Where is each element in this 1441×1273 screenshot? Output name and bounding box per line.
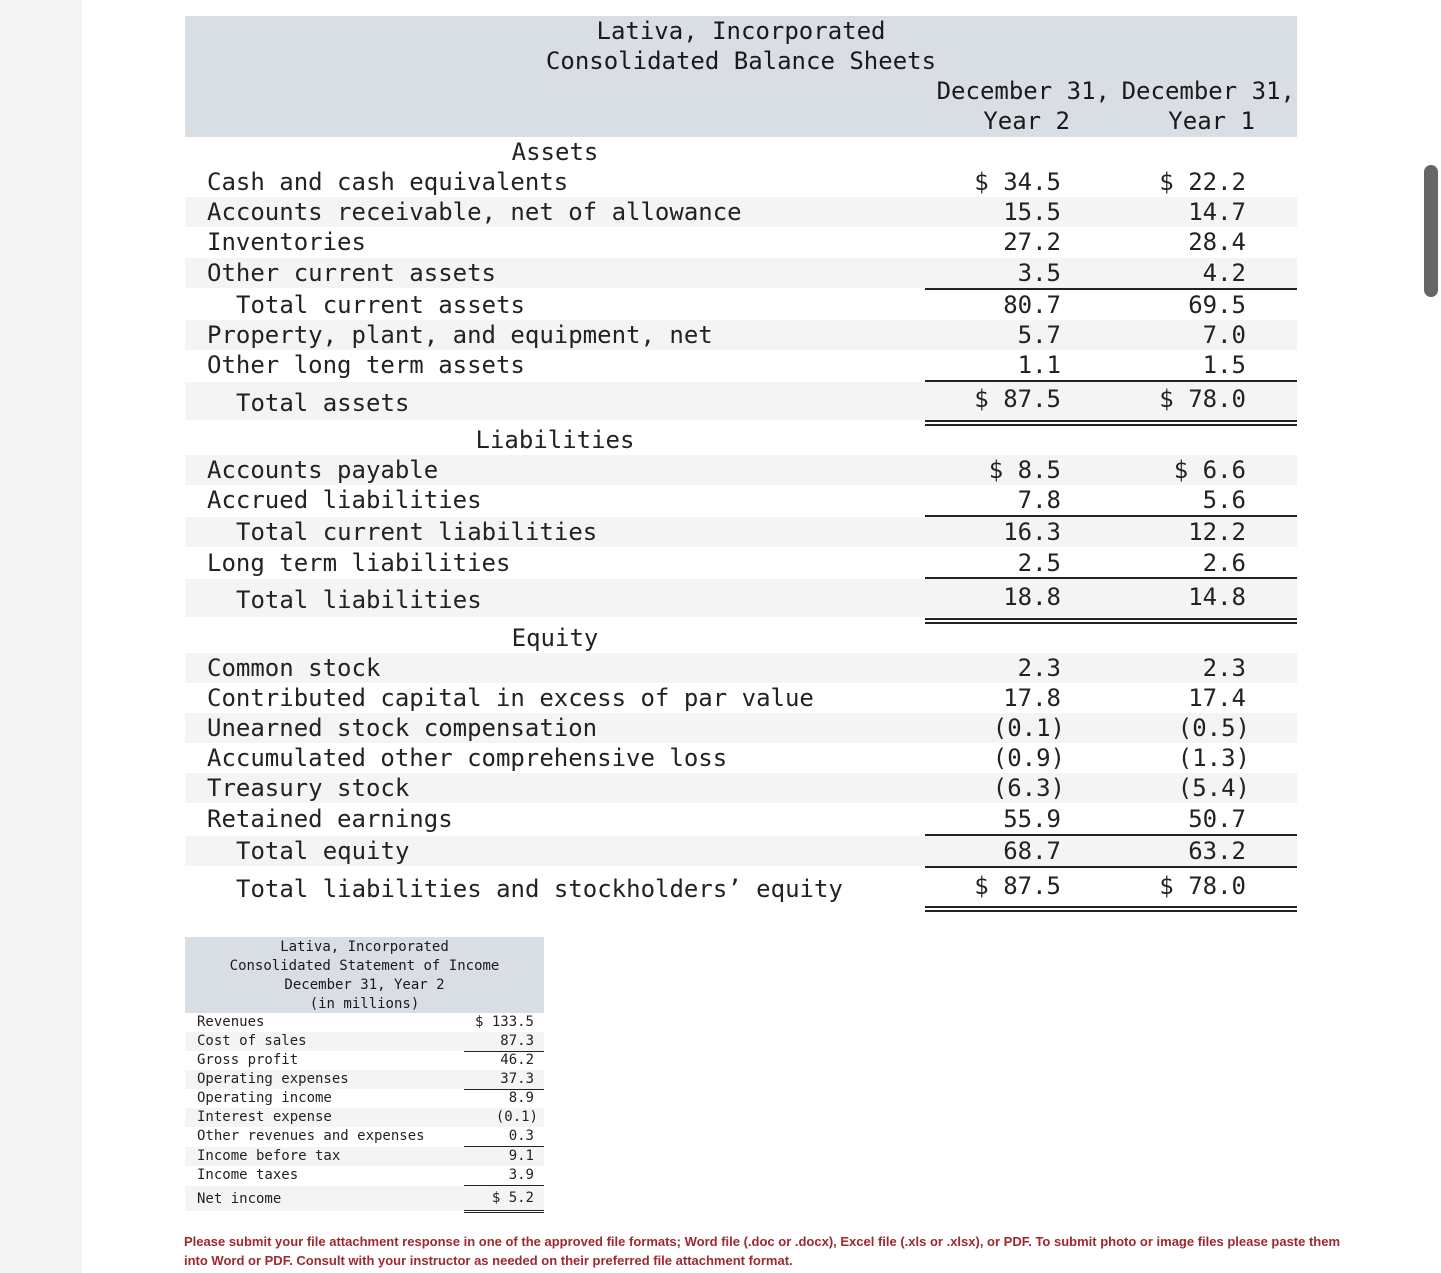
cell-value: December 31, xyxy=(936,77,1110,105)
row-label: Income taxes xyxy=(197,1167,299,1183)
table-row xyxy=(185,290,1297,320)
cell-value: (0.1) xyxy=(495,1109,538,1125)
row-label: Total liabilities xyxy=(236,586,482,614)
section-heading-liabilities xyxy=(185,425,1297,455)
value-year-2: (0.1) xyxy=(992,714,1065,742)
table-row xyxy=(185,683,1297,713)
submission-note: Please submit your file attachment response in one of the approved file formats; Word file (.doc or .docx), Excel file (.xls or .xlsx), or PDF. To submit photo or image files please paste them into Word or PDF. Consult with your instructor as needed on their preferred file attachment format. xyxy=(184,1234,1341,1268)
cell-value: Year 1 xyxy=(1168,107,1255,135)
row-label: Retained earnings xyxy=(207,805,453,833)
row-label: Total equity xyxy=(236,837,410,865)
value-year-2: 80.7 xyxy=(1003,291,1061,319)
row-label: Cost of sales xyxy=(197,1033,307,1049)
table-row xyxy=(185,350,1297,380)
table-row xyxy=(185,1166,544,1185)
table-row xyxy=(185,548,1297,578)
cell-value: December 31, Year 2 xyxy=(284,977,445,993)
value-year-1: $ 78.0 xyxy=(1159,872,1246,900)
row-label: Gross profit xyxy=(197,1052,299,1068)
value-year-1: 2.3 xyxy=(1202,654,1246,682)
balance-sheet-header xyxy=(185,16,1297,137)
table-row xyxy=(185,773,1297,803)
table-row xyxy=(185,320,1297,350)
row-label: Interest expense xyxy=(197,1109,332,1125)
value-year-2: $ 87.5 xyxy=(974,385,1061,413)
table-row xyxy=(185,485,1297,515)
cell-value: 0.3 xyxy=(508,1128,534,1144)
table-row xyxy=(185,868,1297,906)
income-statement-header xyxy=(185,937,544,1013)
row-label: Property, plant, and equipment, net xyxy=(207,321,713,349)
value-year-2: 18.8 xyxy=(1003,583,1061,611)
value-year-2: 3.5 xyxy=(1017,259,1061,287)
table-row xyxy=(185,258,1297,288)
table-row xyxy=(185,743,1297,773)
cell-value: 8.9 xyxy=(508,1090,534,1106)
row-label: Cash and cash equivalents xyxy=(207,168,569,196)
cell-value: Year 2 xyxy=(983,107,1070,135)
column-header-year-2 xyxy=(925,76,1110,136)
value-year-2: $ 34.5 xyxy=(974,168,1061,196)
value-year-1: 1.5 xyxy=(1202,351,1246,379)
table-row xyxy=(185,1013,544,1032)
value-year-1: 50.7 xyxy=(1188,805,1246,833)
row-label: Total current liabilities xyxy=(236,518,598,546)
row-label: Assets xyxy=(511,138,599,166)
cell-value: Lativa, Incorporated xyxy=(596,17,886,45)
cell-value: $ 133.5 xyxy=(474,1014,534,1030)
value-year-1: $ 78.0 xyxy=(1159,385,1246,413)
balance-sheet-title xyxy=(185,16,1297,76)
cell-value: December 31, xyxy=(1121,77,1295,105)
table-row xyxy=(185,713,1297,743)
table-row xyxy=(185,227,1297,257)
table-row xyxy=(185,1127,544,1146)
value-year-2: 15.5 xyxy=(1003,198,1061,226)
value-year-2: 7.8 xyxy=(1017,486,1061,514)
row-label: Liabilities xyxy=(475,426,635,454)
table-row xyxy=(185,1070,544,1089)
cell-value: (in millions) xyxy=(309,996,420,1012)
value-year-2: 2.5 xyxy=(1017,549,1061,577)
income-statement-table xyxy=(185,937,544,1207)
cell-value: $ 5.2 xyxy=(491,1190,534,1206)
value-year-1: 2.6 xyxy=(1202,549,1246,577)
row-label: Equity xyxy=(511,624,599,652)
row-label: Revenues xyxy=(197,1014,265,1030)
value-year-1: 14.8 xyxy=(1188,583,1246,611)
value-year-1: 5.6 xyxy=(1202,486,1246,514)
cell-value: Consolidated Balance Sheets xyxy=(545,47,937,75)
cell-value: 87.3 xyxy=(500,1033,534,1049)
row-label: Accounts payable xyxy=(207,456,439,484)
row-label: Total assets xyxy=(236,389,410,417)
value-year-1: (5.4) xyxy=(1177,774,1250,802)
row-label: Total current assets xyxy=(236,291,525,319)
table-row xyxy=(185,517,1297,547)
value-year-1: 69.5 xyxy=(1188,291,1246,319)
value-year-1: 17.4 xyxy=(1188,684,1246,712)
row-label: Operating expenses xyxy=(197,1071,349,1087)
column-header-year-1 xyxy=(1110,76,1295,136)
cell-value: 3.9 xyxy=(508,1167,534,1183)
cell-value: 9.1 xyxy=(508,1148,534,1164)
table-row xyxy=(185,167,1297,197)
table-row xyxy=(185,1186,544,1211)
row-label: Accumulated other comprehensive loss xyxy=(207,744,728,772)
section-heading-assets xyxy=(185,137,1297,167)
value-year-1: 12.2 xyxy=(1188,518,1246,546)
table-row xyxy=(185,382,1297,420)
row-label: Accounts receivable, net of allowance xyxy=(207,198,742,226)
scrollbar-thumb[interactable] xyxy=(1424,165,1438,297)
value-year-1: 7.0 xyxy=(1202,321,1246,349)
value-year-2: 27.2 xyxy=(1003,228,1061,256)
row-label: Long term liabilities xyxy=(207,549,511,577)
table-row xyxy=(185,653,1297,683)
row-label: Contributed capital in excess of par value xyxy=(207,684,814,712)
total-double-rule xyxy=(464,1210,544,1213)
row-label: Accrued liabilities xyxy=(207,486,482,514)
cell-value: Lativa, Incorporated xyxy=(280,939,449,955)
table-row xyxy=(185,1051,544,1070)
value-year-2: 1.1 xyxy=(1017,351,1061,379)
row-label: Other long term assets xyxy=(207,351,525,379)
value-year-2: $ 8.5 xyxy=(988,456,1061,484)
cell-value: 37.3 xyxy=(500,1071,534,1087)
value-year-2: $ 87.5 xyxy=(974,872,1061,900)
row-label: Inventories xyxy=(207,228,366,256)
total-double-rule xyxy=(925,906,1297,912)
cell-value: Consolidated Statement of Income xyxy=(229,958,500,974)
value-year-2: 5.7 xyxy=(1017,321,1061,349)
table-row xyxy=(185,1108,544,1127)
table-row xyxy=(185,1089,544,1108)
value-year-1: 14.7 xyxy=(1188,198,1246,226)
row-label: Treasury stock xyxy=(207,774,410,802)
value-year-2: 17.8 xyxy=(1003,684,1061,712)
value-year-1: 63.2 xyxy=(1188,837,1246,865)
value-year-1: (1.3) xyxy=(1177,744,1250,772)
row-label: Other revenues and expenses xyxy=(197,1128,425,1144)
row-label: Operating income xyxy=(197,1090,332,1106)
value-year-1: $ 22.2 xyxy=(1159,168,1246,196)
value-year-2: (6.3) xyxy=(992,774,1065,802)
value-year-2: 68.7 xyxy=(1003,837,1061,865)
value-year-1: $ 6.6 xyxy=(1173,456,1246,484)
row-label: Net income xyxy=(197,1191,282,1207)
row-label: Total liabilities and stockholders’ equity xyxy=(236,875,843,903)
table-row xyxy=(185,455,1297,485)
table-row xyxy=(185,1147,544,1166)
row-label: Other current assets xyxy=(207,259,496,287)
row-label: Income before tax xyxy=(197,1148,341,1164)
left-gutter xyxy=(0,0,82,1273)
row-label: Unearned stock compensation xyxy=(207,714,598,742)
value-year-1: 4.2 xyxy=(1202,259,1246,287)
section-heading-equity xyxy=(185,623,1297,653)
cell-value: 46.2 xyxy=(500,1052,534,1068)
table-row xyxy=(185,804,1297,834)
table-row xyxy=(185,579,1297,617)
value-year-2: 55.9 xyxy=(1003,805,1061,833)
row-label: Common stock xyxy=(207,654,381,682)
value-year-2: (0.9) xyxy=(992,744,1065,772)
value-year-2: 16.3 xyxy=(1003,518,1061,546)
table-row xyxy=(185,836,1297,866)
table-row xyxy=(185,197,1297,227)
value-year-1: 28.4 xyxy=(1188,228,1246,256)
balance-sheet-table xyxy=(185,16,1297,903)
value-year-1: (0.5) xyxy=(1177,714,1250,742)
value-year-2: 2.3 xyxy=(1017,654,1061,682)
table-row xyxy=(185,1032,544,1051)
